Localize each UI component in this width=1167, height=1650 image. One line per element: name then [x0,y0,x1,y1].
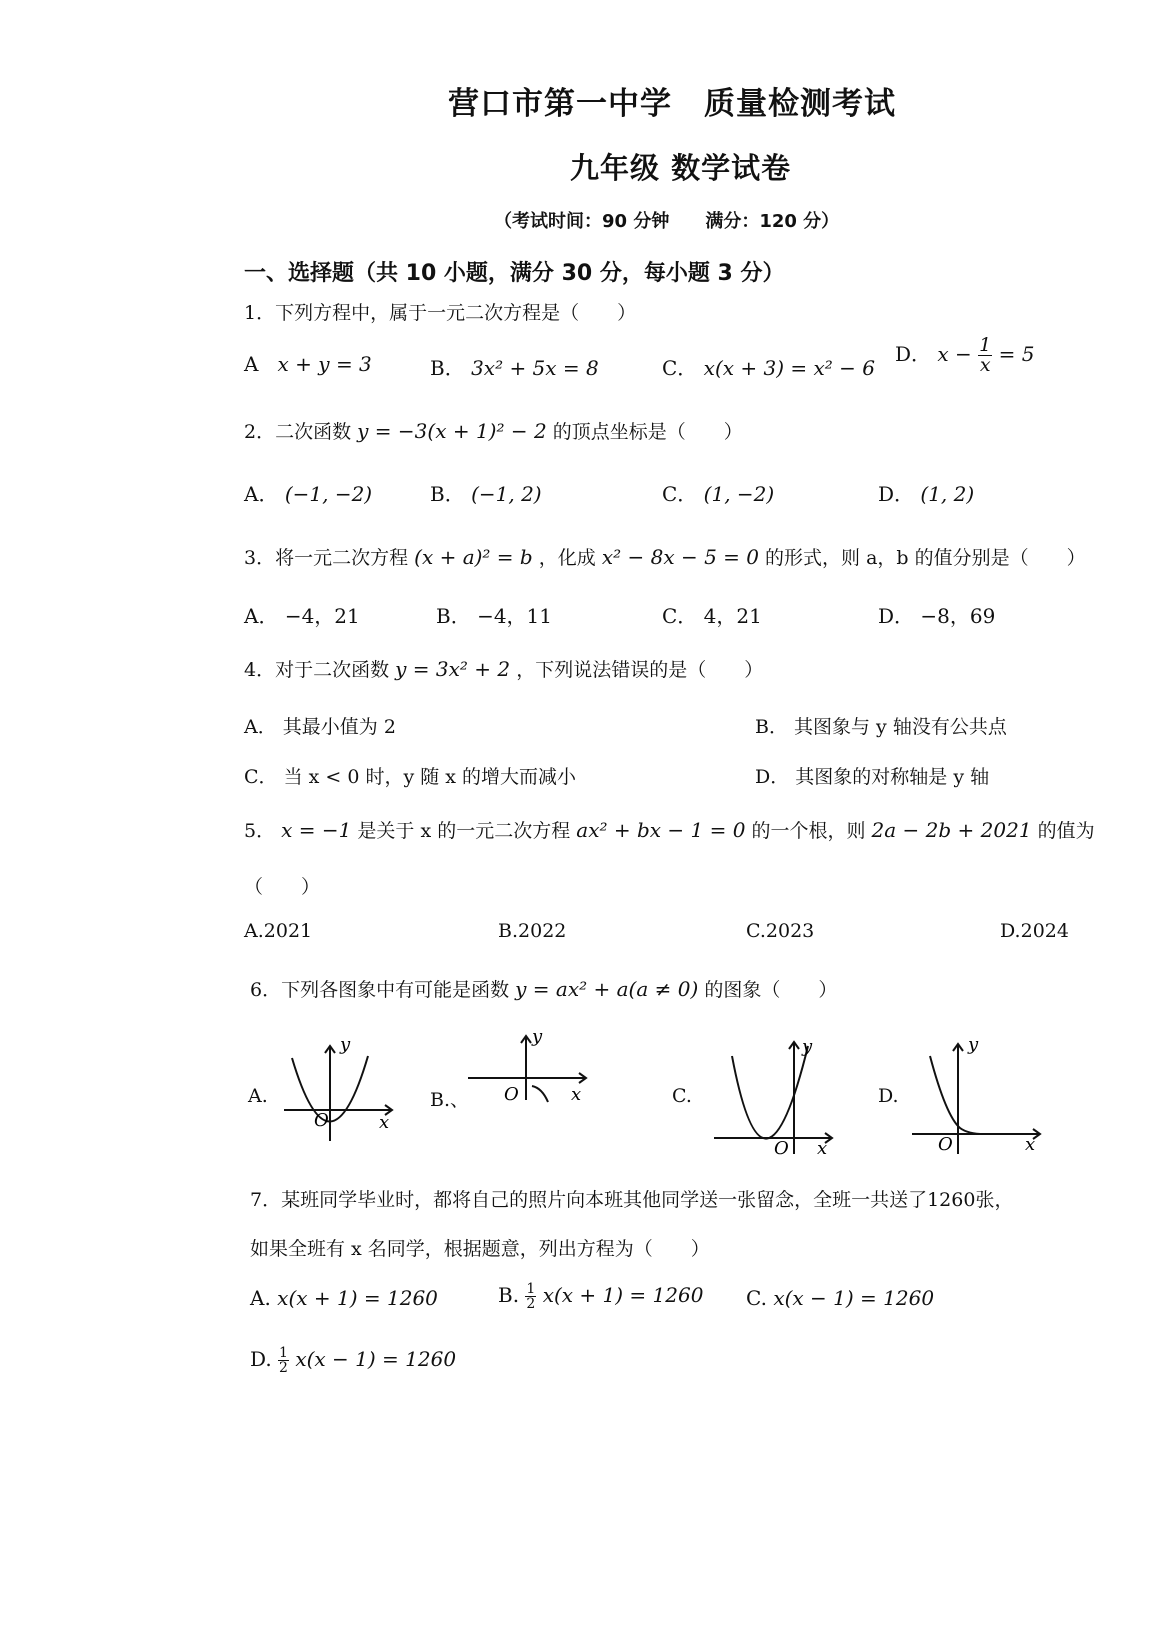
q2-option-b[interactable] [430,478,542,507]
option-letter: A． [244,604,279,628]
q5-stem [244,816,1095,843]
q1-stem: 1．下列方程中，属于一元二次方程是（ ） [244,302,637,324]
q4-option-c[interactable] [244,762,576,789]
option-letter: C． [244,766,278,788]
option-letter: A. [244,920,264,942]
stem-text: 是关于 x 的一元二次方程 [357,820,571,842]
option-letter: C． [662,604,698,628]
parabola-curve [532,1086,548,1102]
option-letter: C. [746,920,766,942]
y-axis-label: y [802,1036,813,1057]
option-text: 2021 [263,920,313,942]
option-expr: x(x + 1) = 1260 [277,1286,438,1310]
q3-option-a[interactable] [244,600,360,629]
option-letter: D． [755,766,790,788]
option-letter: C． [662,482,698,506]
q7-stem-line2: 如果全班有 x 名同学，根据题意，列出方程为（ ） [250,1238,710,1260]
option-expr: x(x + 1) = 1260 [542,1283,704,1307]
q5-option-a[interactable] [244,920,312,942]
option-letter: A [244,352,259,376]
stem-text: 6．下列各图象中有可能是函数 [250,979,510,1001]
option-letter: B． [430,482,465,506]
q2-option-d[interactable] [878,478,974,507]
option-expr: x(x − 1) = 1260 [295,1347,457,1371]
q6-graph-b[interactable] [468,1026,598,1110]
stem-formula: y = ax² + a(a ≠ 0) [515,977,699,1001]
q4-option-d[interactable] [755,762,989,789]
option-text: 2022 [518,920,567,942]
q6-option-a-letter[interactable]: A. [248,1085,268,1107]
option-expr: 4，21 [703,604,762,628]
option-letter: A． [244,716,277,738]
option-expr-pre: x − [937,342,972,366]
origin-label: O [314,1110,329,1131]
q3-option-d[interactable] [878,600,995,629]
q1-option-a[interactable] [244,352,372,376]
q3-option-b[interactable] [436,600,552,629]
option-letter: B. [498,1283,520,1307]
stem-formula: 2a − 2b + 2021 [871,818,1032,842]
exam-school-title: 营口市第一中学 质量检测考试 [448,86,896,122]
option-expr: x + y = 3 [277,352,372,376]
stem-text: 3．将一元二次方程 [244,547,409,569]
x-axis-label: x [1025,1134,1036,1155]
option-expr: −4，21 [284,604,360,628]
stem-text: 的一个根，则 [751,820,866,842]
x-axis-label: x [817,1138,828,1159]
q4-option-b[interactable] [755,712,1007,739]
origin-label: O [504,1084,519,1105]
stem-text: 2．二次函数 [244,421,352,443]
section-title: 一、选择题（共 10 小题，满分 30 分，每小题 3 分） [244,261,785,286]
option-expr: (1, −2) [703,482,775,506]
q6-option-d-letter[interactable]: D. [878,1085,899,1107]
q6-option-b-letter[interactable]: B.、 [430,1089,470,1111]
option-letter: B. [498,920,519,942]
y-axis-label: y [968,1034,979,1055]
stem-text: 的图象（ ） [704,979,838,1001]
fraction-denominator: 2 [526,1296,536,1312]
q1-option-c[interactable] [662,352,875,381]
option-text: 其图象的对称轴是 y 轴 [795,766,990,788]
option-letter: D． [878,482,915,506]
q4-stem [244,655,763,682]
q1-option-d[interactable] [895,336,1034,375]
origin-label: O [774,1138,789,1159]
option-expr: (−1, 2) [471,482,542,506]
parabola-curve [732,1046,808,1139]
stem-formula: ax² + bx − 1 = 0 [576,818,746,842]
fraction-numerator: 1 [526,1281,536,1297]
stem-text: 4．对于二次函数 [244,659,390,681]
y-axis-label: y [532,1026,543,1047]
q6-stem [250,975,837,1002]
q7-option-c[interactable] [746,1286,934,1310]
option-text: 其图象与 y 轴没有公共点 [794,716,1007,738]
option-expr: −8，69 [920,604,996,628]
x-axis-label: x [379,1112,390,1133]
option-expr: 3x² + 5x = 8 [471,356,599,380]
option-text: 2024 [1020,920,1069,942]
q5-option-c[interactable] [746,920,814,942]
option-expr: x(x − 1) = 1260 [773,1286,935,1310]
y-axis-label: y [340,1034,351,1055]
option-text: 其最小值为 2 [282,716,396,738]
option-letter: B． [436,604,471,628]
fraction [978,336,992,375]
option-letter: C. [746,1286,767,1310]
q1-option-b[interactable] [430,352,599,381]
stem-text: ，化成 [538,547,596,569]
q2-option-a[interactable] [244,478,372,507]
origin-label: O [938,1134,953,1155]
fraction-numerator: 1 [979,334,992,356]
stem-formula: x² − 8x − 5 = 0 [601,545,759,569]
q2-stem [244,417,743,444]
option-letter: D． [878,604,915,628]
q6-graph-d[interactable] [912,1036,1052,1156]
q3-stem [244,543,1086,570]
option-text: 2023 [765,920,815,942]
q7-option-b[interactable] [498,1282,703,1311]
x-axis-label: x [571,1084,582,1105]
stem-text: 的顶点坐标是（ ） [552,421,743,443]
stem-text: 的形式，则 a，b 的值分别是（ ） [765,547,1086,569]
q6-graph-a[interactable] [284,1036,404,1146]
stem-formula: (x + a)² = b [414,545,533,569]
q7-stem-line1: 7．某班同学毕业时，都将自己的照片向本班其他同学送一张留念，全班一共送了1260张， [250,1189,1014,1211]
q5-answer-paren: （ ） [244,876,321,898]
option-letter: B． [430,356,465,380]
exam-meta: （考试时间：90 分钟 满分：120 分） [494,211,840,232]
q4-option-a[interactable] [244,712,396,739]
stem-formula: x = −1 [281,818,352,842]
option-letter: D. [1000,920,1021,942]
stem-text: 的值为 [1037,820,1095,842]
q6-option-c-letter[interactable]: C. [672,1085,692,1107]
option-expr: x(x + 3) = x² − 6 [703,356,875,380]
option-expr: −4，11 [477,604,552,628]
stem-text: 5． [244,820,276,842]
q6-graph-c[interactable] [714,1036,844,1159]
stem-formula: y = 3x² + 2 [395,657,511,681]
option-expr: (1, 2) [920,482,975,506]
q2-option-c[interactable] [662,478,774,507]
q5-option-b[interactable] [498,920,566,942]
option-letter: A． [244,482,279,506]
option-letter: A. [250,1286,271,1310]
fraction-denominator: x [979,354,991,376]
option-letter: D． [895,342,932,366]
option-expr-post: = 5 [998,342,1035,366]
q5-option-d[interactable] [1000,920,1069,942]
option-letter: B． [755,716,788,738]
fraction [278,1346,289,1375]
q7-option-d[interactable] [250,1346,456,1375]
option-text: 当 x < 0 时，y 随 x 的增大而减小 [283,766,577,788]
fraction-numerator: 1 [279,1345,288,1361]
fraction [525,1282,536,1311]
stem-formula: y = −3(x + 1)² − 2 [357,419,547,443]
q7-option-a[interactable] [250,1286,438,1310]
option-expr: (−1, −2) [284,482,373,506]
fraction-denominator: 2 [279,1360,288,1376]
stem-text: ，下列说法错误的是（ ） [516,659,764,681]
option-letter: D. [250,1347,272,1371]
exam-paper-title: 九年级 数学试卷 [570,151,792,185]
option-letter: C． [662,356,698,380]
q3-option-c[interactable] [662,600,762,629]
